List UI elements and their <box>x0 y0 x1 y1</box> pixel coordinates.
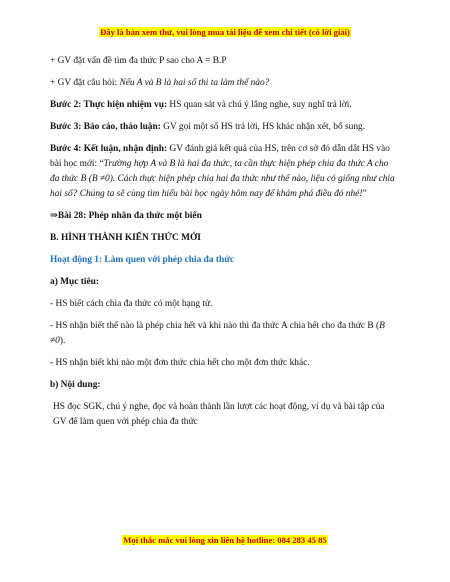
task-line-2-question: Nếu A và B là hai số thì ta làm thế nào? <box>119 78 270 88</box>
step-3-text: GV gọi một số HS trả lời, HS khác nhận xét, bổ sung. <box>160 122 366 132</box>
step-2-label: Bước 2: Thực hiện nhiệm vụ: <box>50 100 168 110</box>
step-4-quote: Trường hợp A và B là hai đa thức, ta cần thực hiện phép chia đa thức A cho đa thức B (B ≠0). Cách thực hiện phép chia hai đa thức như thế nào, liệu có giống như chia hai số? Chúng ta sẽ cùng tìm hiểu bài học ngày hôm nay để khám phá điều đó nhé! <box>50 159 395 199</box>
hotline-banner-text: Mọi thắc mắc vui lòng xin liên hệ hotline: 084 283 45 85 <box>123 535 327 545</box>
step-4-label: Bước 4: Kết luận, nhận định: <box>50 144 168 154</box>
step-4-text: GV đánh giá kết quả của HS, trên cơ sở đó dẫn dắt HS vào bài học mới: “ <box>50 144 390 169</box>
objective-item-1: - HS biết cách chia đa thức có một hạng tử. <box>50 299 213 309</box>
preview-banner <box>0 26 450 41</box>
objective-heading: a) Mục tiêu: <box>50 277 99 287</box>
task-line-2 <box>50 76 400 91</box>
activity-heading: Hoạt động 1: Làm quen với phép chia đa thức <box>50 255 235 265</box>
step-4-paragraph <box>50 142 400 202</box>
document-body <box>50 40 400 430</box>
preview-banner-text: Đây là bản xem thử, vui lòng mua tài liệu để xem chi tiết (có lời giải) <box>100 27 350 37</box>
task-line-1: + GV đặt vấn đề tìm đa thức P sao cho A = B.P <box>50 56 227 66</box>
step-3-label: Bước 3: Báo cáo, thảo luận: <box>50 122 161 132</box>
task-line-2-prefix: + GV đặt câu hỏi: <box>50 78 120 88</box>
objective-item-2-condition: B ≠0 <box>50 321 385 346</box>
hotline-banner <box>0 534 450 549</box>
lesson-title: ⇒Bài 28: Phép nhân đa thức một biến <box>50 211 202 221</box>
objective-item-2 <box>50 319 400 349</box>
step-2-paragraph <box>50 98 400 113</box>
content-paragraph: HS đọc SGK, chú ý nghe, đọc và hoàn thành lần lượt các hoạt động, ví dụ và bài tập của GV để làm quen với phép chia đa thức <box>53 402 385 427</box>
step-3-paragraph <box>50 120 400 135</box>
section-b-heading: B. HÌNH THÀNH KIẾN THỨC MỚI <box>50 233 201 243</box>
step-4-quote-close: ” <box>362 189 367 199</box>
content-heading: b) Nội dung: <box>50 380 101 390</box>
objective-item-2-suffix: ). <box>59 336 66 346</box>
objective-item-2-prefix: - HS nhận biết thế nào là phép chia hết và khi nào thì đa thức A chia hết cho đa thức B ( <box>50 321 380 331</box>
objective-item-3: - HS nhận biết khi nào một đơn thức chia hết cho một đơn thức khác. <box>50 358 310 368</box>
step-2-text: HS quan sát và chú ý lắng nghe, suy nghĩ trả lời. <box>167 100 352 110</box>
